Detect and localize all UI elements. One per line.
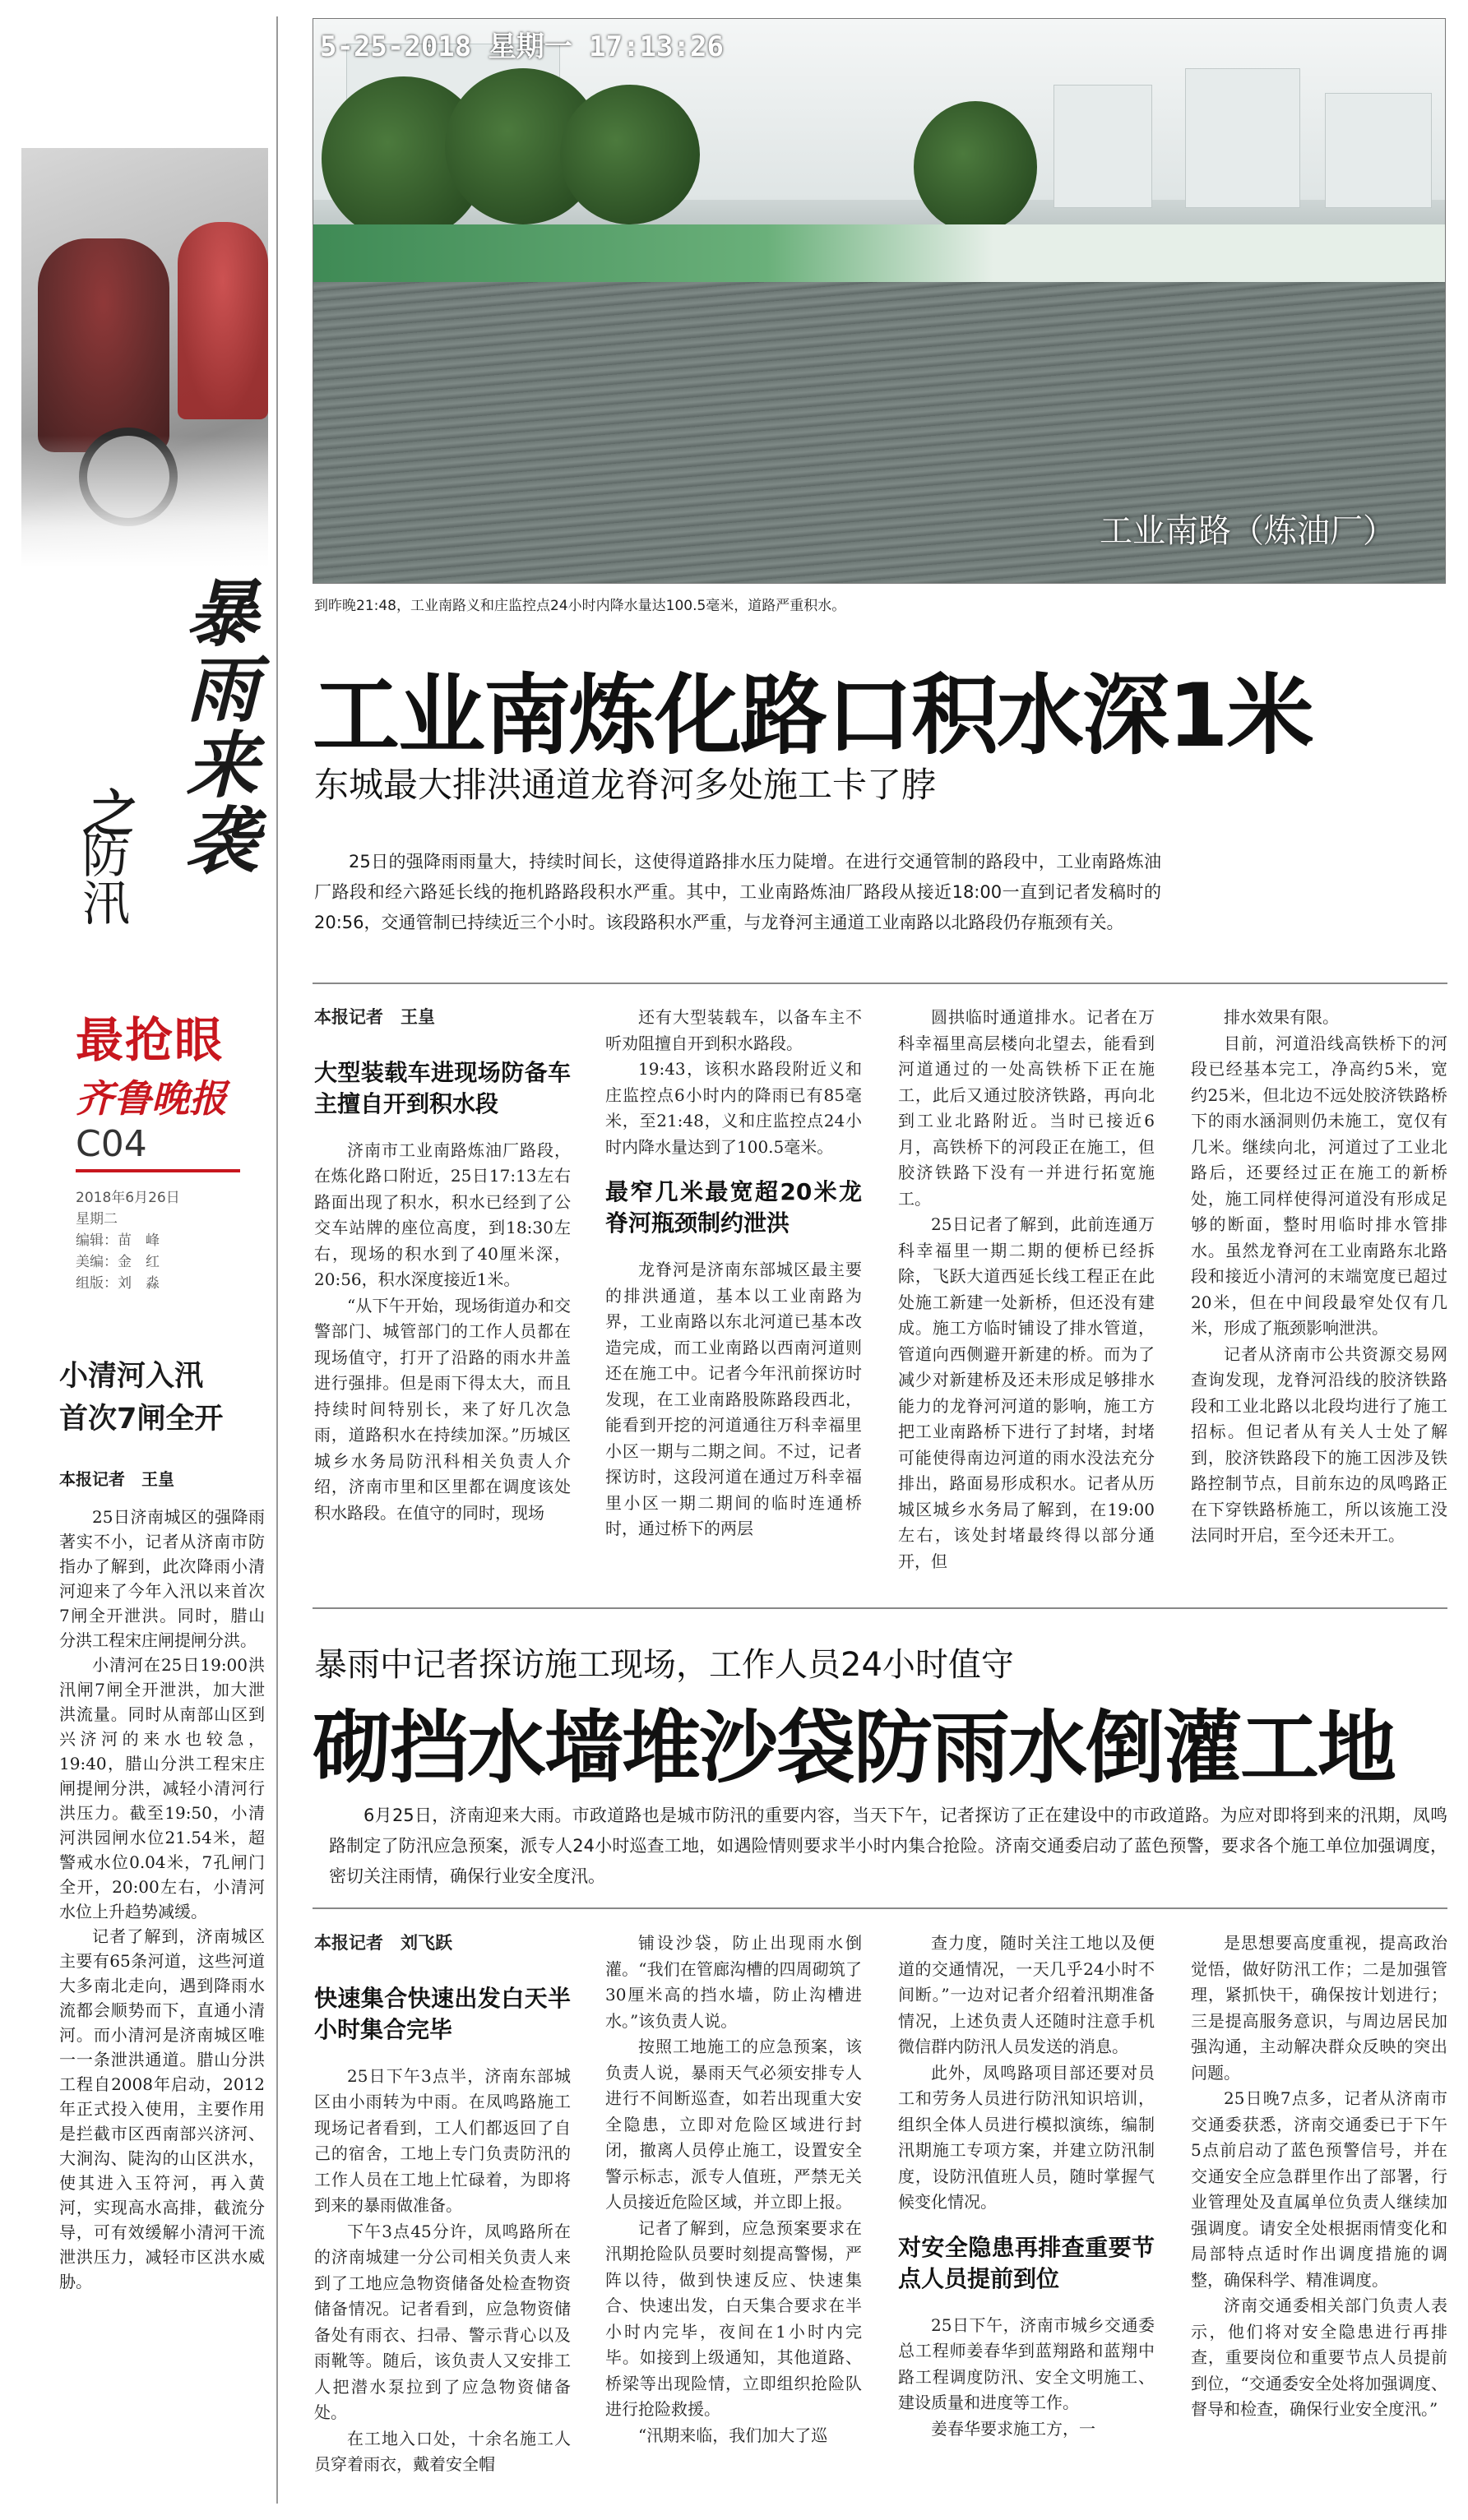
- page-number: C04: [76, 1123, 147, 1165]
- paragraph: 25日济南城区的强降雨著实不小，记者从济南市防指办了解到，此次降雨小清河迎来了今年入汛以来首次7闸全开泄洪。同时，腊山分洪工程宋庄闸提闸分洪。: [59, 1507, 265, 1650]
- story2-subhead-b: 对安全隐患再排查重要节点人员提前到位: [898, 2233, 1155, 2292]
- section-divider: [313, 983, 1447, 984]
- raincoat-rider-figure: [38, 238, 169, 452]
- paragraph: 此外，凤鸣路项目部还要对员工和劳务人员进行防汛知识培训，组织全体人员进行模拟演练，编制汛期施工专项方案，并建立防汛制度，设防汛值班人员，随时掌握气候变化情况。: [898, 2062, 1155, 2212]
- paragraph: 排水效果有限。: [1224, 1007, 1339, 1027]
- story2-subhead-a: 快速集合快速出发白天半小时集合完毕: [314, 1984, 571, 2043]
- series-sub-a: 之: [82, 784, 134, 844]
- story2-column-1: [314, 1930, 571, 2478]
- paragraph: 记者了解到，济南城区主要有65条河道，这些河道大多南北走向，遇到降雨水流都会顺势而下，直通小清河。而小清河是济南城区唯一一条泄洪通道。腊山分洪工程自2008年启动，2012年正式投入使用，主要作用是拦截市区西南部兴济河、大涧沟、陡沟的山区洪水，使其进入玉符河，再入黄河，实现高水高排，截流分导，可有效缓解小清河干流泄洪压力，减轻市区洪水威胁。: [59, 1926, 265, 2291]
- side-story-body: [59, 1505, 265, 2294]
- photo-timestamp: 5-25-2018 星期一 17:13:26: [320, 30, 724, 63]
- side-story-byline: 本报记者 王皇: [59, 1469, 174, 1489]
- story1-headline: 工业南炼化路口积水深1米: [313, 665, 1313, 766]
- paragraph: 目前，河道沿线高铁桥下的河段已经基本完工，净高约5米，宽约25米，但北边不远处胶济铁路桥下的雨水涵洞则仍未施工，宽仅有几米。继续向北，河道过了工业北路后，还要经过正在施工的新桥处，施工同样使得河道没有形成足够的断面，整时用临时排水管排水。虽然龙脊河在工业南路东北路段和接近小清河的末端宽度已超过20米，但在中间段最窄处仅有几米，形成了瓶颈影响泄洪。: [1191, 1033, 1447, 1338]
- story2-headline: 砌挡水墙堆沙袋防雨水倒灌工地: [313, 1702, 1395, 1794]
- story1-subhead-b: 最窄几米最宽超20米龙脊河瓶颈制约泄洪: [605, 1178, 862, 1237]
- paragraph: 圆拱临时通道排水。记者在万科幸福里高层楼向北望去，能看到河道通过的一处高铁桥下正在施工，此后又通过胶济铁路，再向北到工业北路附近。当时已接近6月，高铁桥下的河段正在施工，但胶济铁路下没有一并进行拓宽施工。: [898, 1007, 1155, 1209]
- story1-lead: 25日的强降雨雨量大，持续时间长，这使得道路排水压力陡增。在进行交通管制的路段中，工业南路炼油厂路段和经六路延长线的拖机路路段积水严重。其中，工业南路炼油厂路段从接近18:00一直到记者发稿时的20:56，交通管制已持续近三个小时。该段路积水严重，与龙脊河主通道工业南路以北路段仍存瓶颈有关。: [314, 852, 1161, 932]
- side-story-headline: 小清河入汛 首次7闸全开: [59, 1360, 224, 1436]
- paragraph: 25日下午，济南市城乡交通委总工程师姜春华到蓝翔路和蓝翔中路工程调度防汛、安全文明施工、建设质量和进度等工作。: [898, 2314, 1155, 2412]
- paragraph: 记者了解到，应急预案要求在汛期抢险队员要时刻提高警惕，严阵以待，做到快速反应、快速集合、快速出发，白天集合要求在半小时内完毕，夜间在1小时内完毕。如接到上级通知，其他道路、桥梁等出现险情，立即组织抢险队进行抢险救援。: [605, 2217, 862, 2419]
- paragraph: 记者从济南市公共资源交易网查询发现，龙脊河沿线的胶济铁路段和工业北路以北段均进行了施工招标。但记者从有关人士处了解到，胶济铁路段下的施工因涉及铁路控制节点，目前东边的凤鸣路正在下穿铁路桥施工，所以该施工没法同时开启，至今还未开工。: [1191, 1343, 1447, 1545]
- story1-subhead-a: 大型装载车进现场防备车主擅自开到积水段: [314, 1058, 571, 1117]
- section-divider: [313, 1907, 1447, 1909]
- story1-column-4: [1191, 1005, 1447, 1549]
- paragraph: 25日晚7点多，记者从济南市交通委获悉，济南交通委已于下午5点前启动了蓝色预警信号，并在交通安全应急群里作出了部署，行业管理处及直属单位负责人继续加强调度。请安全处根据雨情变化和局部特点适时作出调度措施的调整，确保科学、精准调度。: [1191, 2088, 1447, 2290]
- series-sub-b: 防汛: [74, 830, 130, 926]
- paragraph: 25日记者了解到，此前连通万科幸福里一期二期的便桥已经拆除，飞跃大道西延长线工程正在此处施工新建一处新桥，但还没有建成。施工方临时铺设了排水管道，管道向西侧避开新建的桥。而为了减少对新建桥及还未形成足够排水能力的龙脊河河道的影响，施工方把工业南路桥下进行了封堵，封堵可能使得南边河道的雨水没法充分排出，路面易形成积水。记者从历城区城乡水务局了解到，在19:00左右，该处封堵最终得以部分通开，但: [898, 1214, 1155, 1571]
- story2-column-2: [605, 1930, 862, 2448]
- meta-date: 2018年6月26日: [76, 1190, 180, 1206]
- masthead-logo: 齐鲁晚报: [76, 1076, 227, 1121]
- paragraph: “从下午开始，现场街道办和交警部门、城管部门的工作人员都在现场值守，打开了沿路的雨水井盖进行强排。但是雨下得太大，而且持续时间特别长，来了好几次急雨，道路积水在持续加深。”历城区城乡水务局防汛科相关负责人介绍，济南市里和区里都在调度该处积水路段。在值守的同时，现场: [314, 1295, 571, 1523]
- story2-lead: 6月25日，济南迎来大雨。市政道路也是城市防汛的重要内容，当天下午，记者探访了正在建设中的市政道路。为应对即将到来的汛期，凤鸣路制定了防汛应急预案，派专人24小时巡查工地，如遇险情则要求半小时内集合抢险。济南交通委启动了蓝色预警，要求各个施工单位加强调度，密切关注雨情，确保行业安全度汛。: [329, 1806, 1447, 1886]
- paragraph: “汛期来临，我们加大了巡: [638, 2425, 828, 2445]
- construction-hoarding: [313, 224, 1446, 282]
- paragraph: 19:43，该积水路段附近义和庄监控点6小时内的降雨已有85毫米，至21:48，义和庄监控点24小时内降水量达到了100.5毫米。: [605, 1059, 862, 1157]
- paragraph: 小清河在25日19:00洪汛闸7闸全开泄洪，加大泄洪流量。同时从南部山区到兴济河的来水也较急，19:40，腊山分洪工程宋庄闸提闸分洪，减轻小清河行洪压力。截至19:50，小清河洪园闸水位21.54米，超警戒水位0.04米，7孔闸门全开，20:00左右，小清河水位上升趋势减缓。: [59, 1655, 265, 1921]
- paragraph: 是思想要高度重视，提高政治觉悟，做好防汛工作；二是加强管理，紧抓快干，确保按计划进行；三是提高服务意识，与周边居民加强沟通，主动解决群众反映的突出问题。: [1191, 1933, 1447, 2083]
- column-divider: [276, 16, 278, 2504]
- meta-weekday: 星期二: [76, 1211, 118, 1228]
- page-meta: [76, 1187, 180, 1294]
- series-title: 暴雨来袭: [174, 576, 260, 878]
- paragraph: 查力度，随时关注工地以及便道的交通情况，一天几乎24小时不间断。”一边对记者介绍着汛期准备情况，上述负责人还随时注意手机微信群内防汛人员发送的消息。: [898, 1933, 1155, 2056]
- photo-caption: 到昨晚21:48，工业南路义和庄监控点24小时内降水量达100.5毫米，道路严重积水。: [314, 598, 846, 614]
- story1-byline: 本报记者 王皇: [314, 1007, 435, 1027]
- story2-column-4: [1191, 1930, 1447, 2423]
- paragraph: 按照工地施工的应急预案，该负责人说，暴雨天气必须安排专人进行不间断巡查，如若出现重大安全隐患，立即对危险区域进行封闭，撤离人员停止施工，设置安全警示标志，派专人值班，严禁无关人员接近危险区域，并立即上报。: [605, 2037, 862, 2212]
- section-divider: [313, 1607, 1447, 1609]
- paragraph: 姜春华要求施工方，一: [931, 2418, 1095, 2439]
- story2-kicker: 暴雨中记者探访施工现场，工作人员24小时值守: [314, 1646, 1014, 1684]
- photo-location-label: 工业南路（炼油厂）: [1100, 512, 1396, 550]
- rain-cyclist-photo: [21, 148, 268, 567]
- story2-column-3: [898, 1930, 1155, 2442]
- paragraph: 济南市工业南路炼油厂路段，在炼化路口附近，25日17:13左右路面出现了积水，积水已经到了公交车站牌的座位高度，到18:30左右，现场的积水到了40厘米深，20:56，积水深度接近1米。: [314, 1140, 571, 1289]
- water-splash: [21, 436, 268, 567]
- flooded-road-photo: [313, 18, 1446, 584]
- paragraph: 在工地入口处，十余名施工人员穿着雨衣，戴着安全帽: [314, 2428, 571, 2474]
- paragraph: 还有大型装载车，以备车主不听劝阻擅自开到积水路段。: [605, 1007, 862, 1053]
- paragraph: 铺设沙袋，防止出现雨水倒灌。“我们在管廊沟槽的四周砌筑了30厘米高的挡水墙，防止沟槽进水。”该负责人说。: [605, 1933, 862, 2031]
- paragraph: 25日下午3点半，济南东部城区由小雨转为中雨。在凤鸣路施工现场记者看到，工人们都返回了自己的宿舍，工地上专门负责防汛的工作人员在工地上忙碌着，为即将到来的暴雨做准备。: [314, 2065, 571, 2215]
- story1-column-1: [314, 1005, 571, 1526]
- paragraph: 下午3点45分许，凤鸣路所在的济南城建一分公司相关负责人来到了工地应急物资储备处检查物资储备情况。记者看到，应急物资储备处有雨衣、扫帚、警示背心以及雨靴等。随后，该负责人又安排工人把潜水泵拉到了应急物资储备处。: [314, 2221, 571, 2422]
- paragraph: 济南交通委相关部门负责人表示，他们将对安全隐患进行再排查，重要岗位和重要节点人员提前到位，“交通委安全处将加强调度、督导和检查，确保行业安全度汛。”: [1191, 2296, 1447, 2419]
- meta-art-editor: 美编：金 红: [76, 1254, 160, 1270]
- story1-column-2: [605, 1005, 862, 1542]
- red-divider: [76, 1169, 240, 1172]
- meta-layout: 组版：刘 淼: [76, 1275, 160, 1292]
- story2-byline: 本报记者 刘飞跃: [314, 1933, 452, 1953]
- meta-editor: 编辑：苗 峰: [76, 1232, 160, 1249]
- red-raincoat-figure: [178, 222, 268, 419]
- story1-column-3: [898, 1005, 1155, 1574]
- paragraph: 龙脊河是济南东部城区最主要的排洪通道，基本以工业南路为界，工业南路以东北河道已基本改造完成，而工业南路以西南河道则还在施工中。记者今年汛前探访时发现，在工业南路股陈路段西北，能看到开挖的河道通往万科幸福里小区一期与二期之间。不过，记者探访时，这段河道在通过万科幸福里小区一期二期间的临时连通桥时，通过桥下的两层: [605, 1260, 862, 1538]
- section-tag: 最抢眼: [76, 1012, 225, 1068]
- story1-subhead: 东城最大排洪通道龙脊河多处施工卡了脖: [314, 765, 937, 805]
